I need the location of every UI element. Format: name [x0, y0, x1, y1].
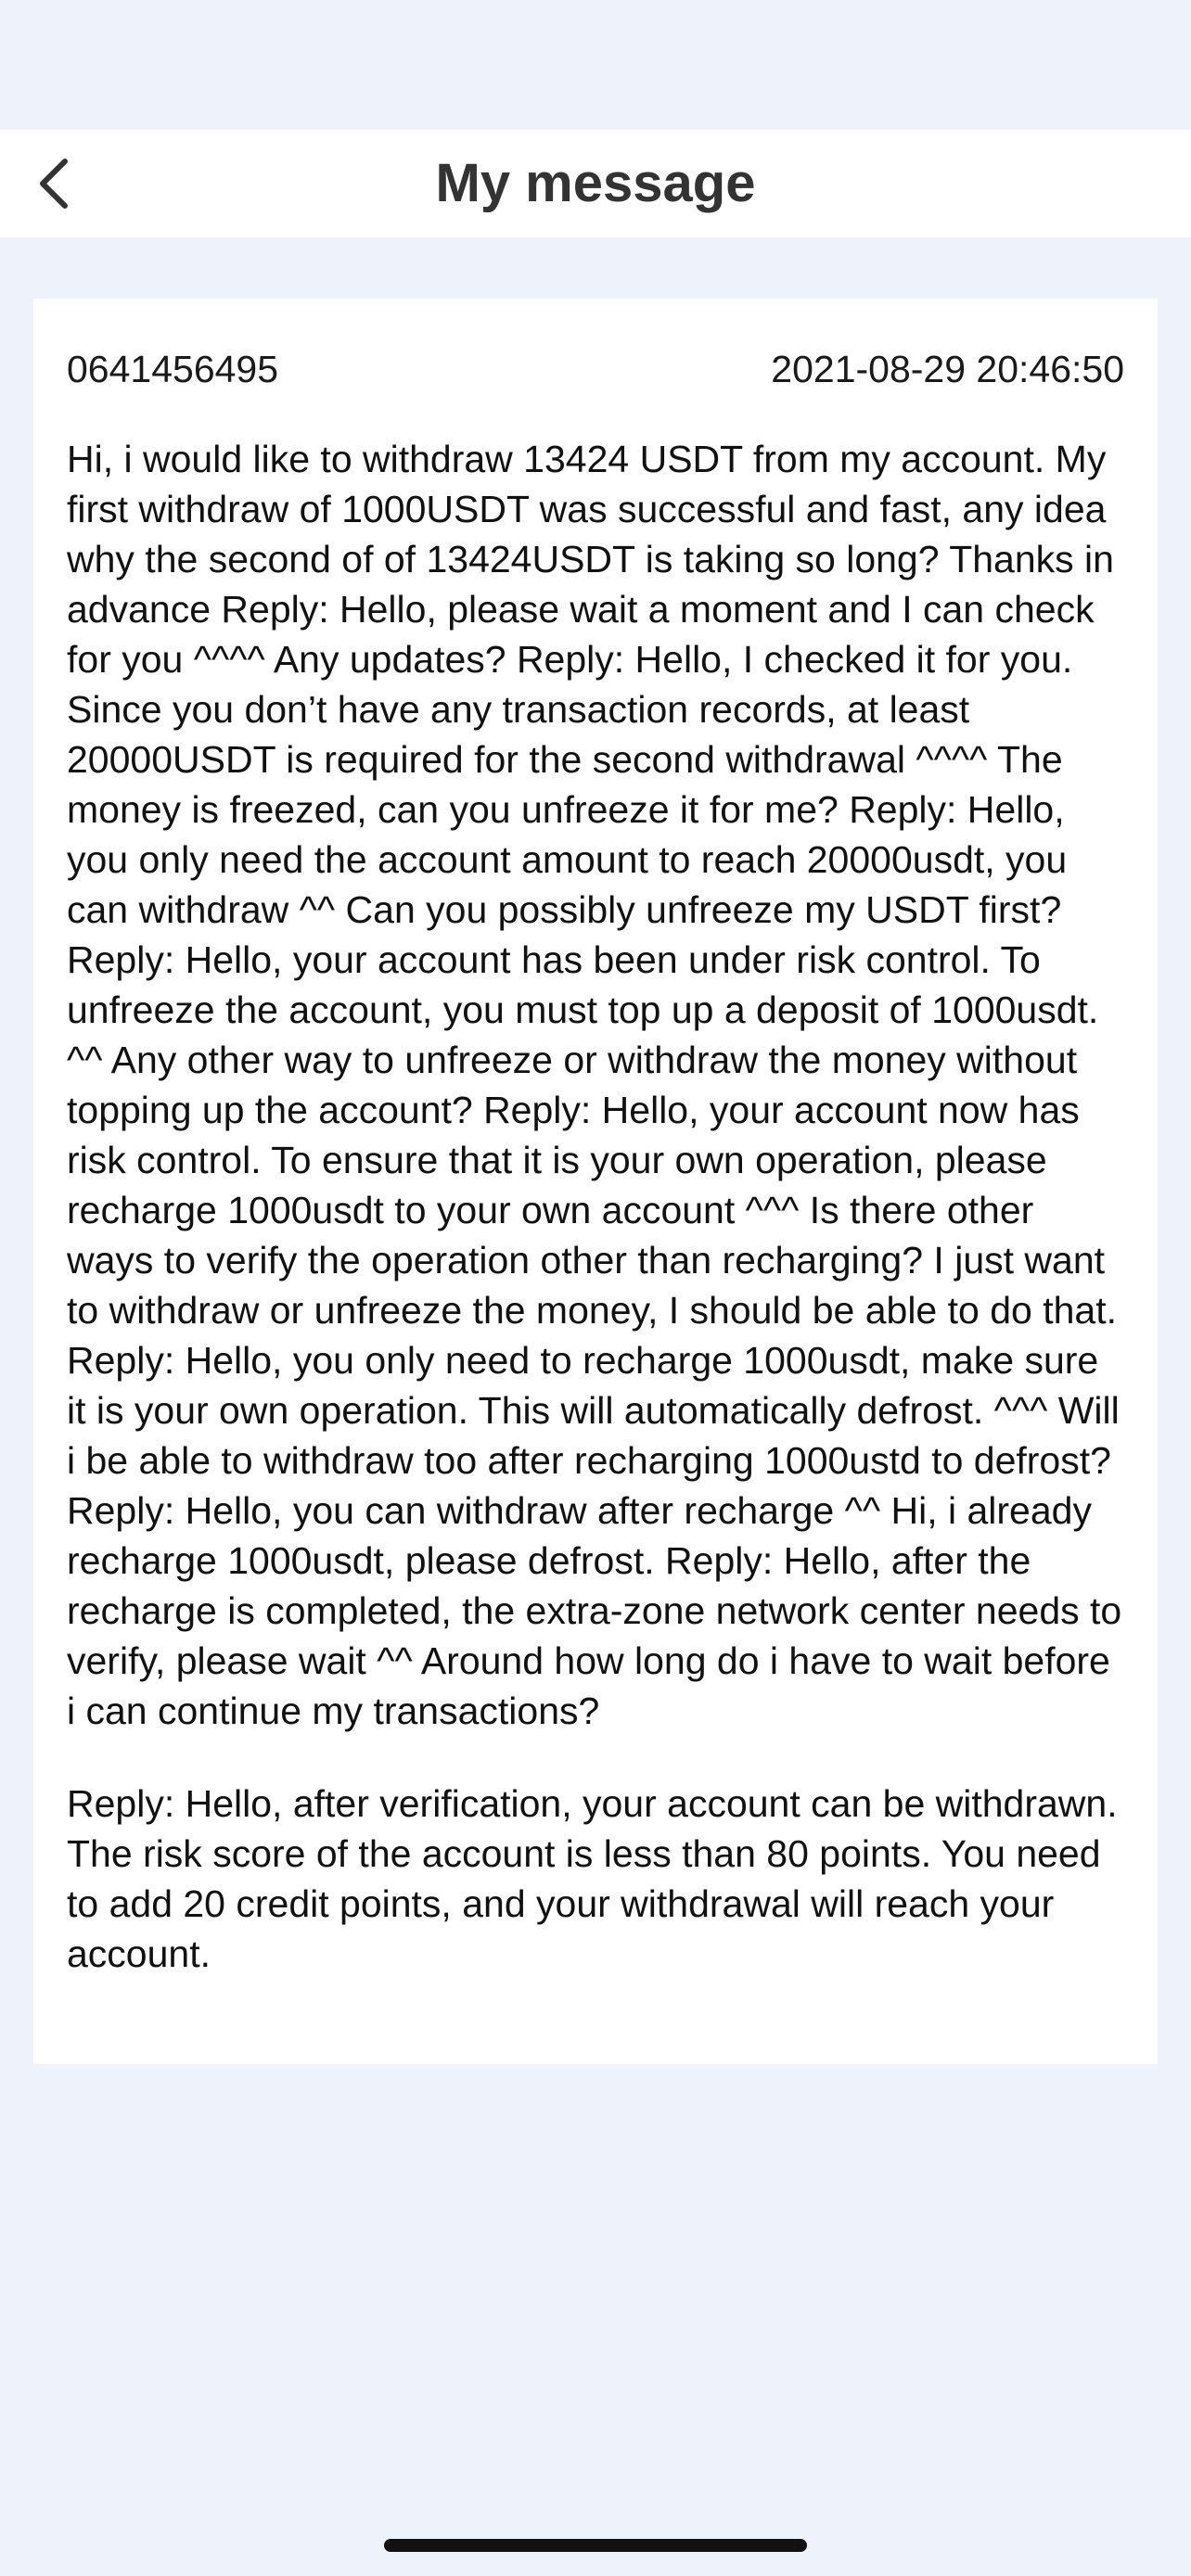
message-paragraph: Hi, i would like to withdraw 13424 USDT from my account. My first withdraw of 1000USDT was successful and fast, any idea why the second of of 13424USDT is taking so long? Thanks in advance Reply: Hello, please wait a moment and I can check for you ^^^^ Any updates? Reply: Hello, I checked it for you. Since you don’t have any transaction records, at least 20000USDT is required for the second withdrawal ^^^^ The money is freezed, can you unfreeze it for me? Reply: Hello, you only need the account amount to reach 20000usdt, you can withdraw ^^ Can you possibly unfreeze my USDT first? Reply: Hello, your account has been under risk control. To unfreeze the account, you must top up a deposit of 1000usdt. ^^ Any other way to unfreeze or withdraw the money without topping up the account? Reply: Hello, your account now has risk control. To ensure that it is your own operation, please recharge 1000usdt to your own account ^^^ Is there other ways to verify the operation other than recharging? I just want to withdraw or unfreeze the money, I should be able to do that. Reply: Hello, you only need to recharge 1000usdt, make sure it is your own operation. This will automatically defrost. ^^^ Will i be able to withdraw too after recharging 1000ustd to defrost? Reply: Hello, you can withdraw after recharge ^^ Hi, i already recharge 1000usdt, please defrost. Reply: Hello, after the recharge is completed, the extra-zone network center needs to verify, please wait ^^ Around how long do i have to wait before i can continue my transactions? — [67, 438, 1122, 1732]
message-timestamp: 2021-08-29 20:46:50 — [771, 347, 1124, 390]
status-bar — [0, 0, 1191, 130]
home-indicator[interactable] — [384, 2539, 807, 2552]
message-body — [67, 434, 1124, 1979]
page-title: My message — [435, 153, 756, 213]
back-button[interactable] — [17, 147, 91, 221]
navigation-bar — [0, 130, 1191, 237]
message-paragraph: Reply: Hello, after verification, your account can be withdrawn. The risk score of the account is less than 80 points. You need to add 20 credit points, and your withdrawal will reach your account. — [67, 1782, 1118, 1975]
sender-id: 0641456495 — [67, 347, 279, 390]
chevron-left-icon — [35, 156, 72, 211]
message-card — [33, 299, 1158, 2064]
message-header — [67, 343, 1124, 395]
